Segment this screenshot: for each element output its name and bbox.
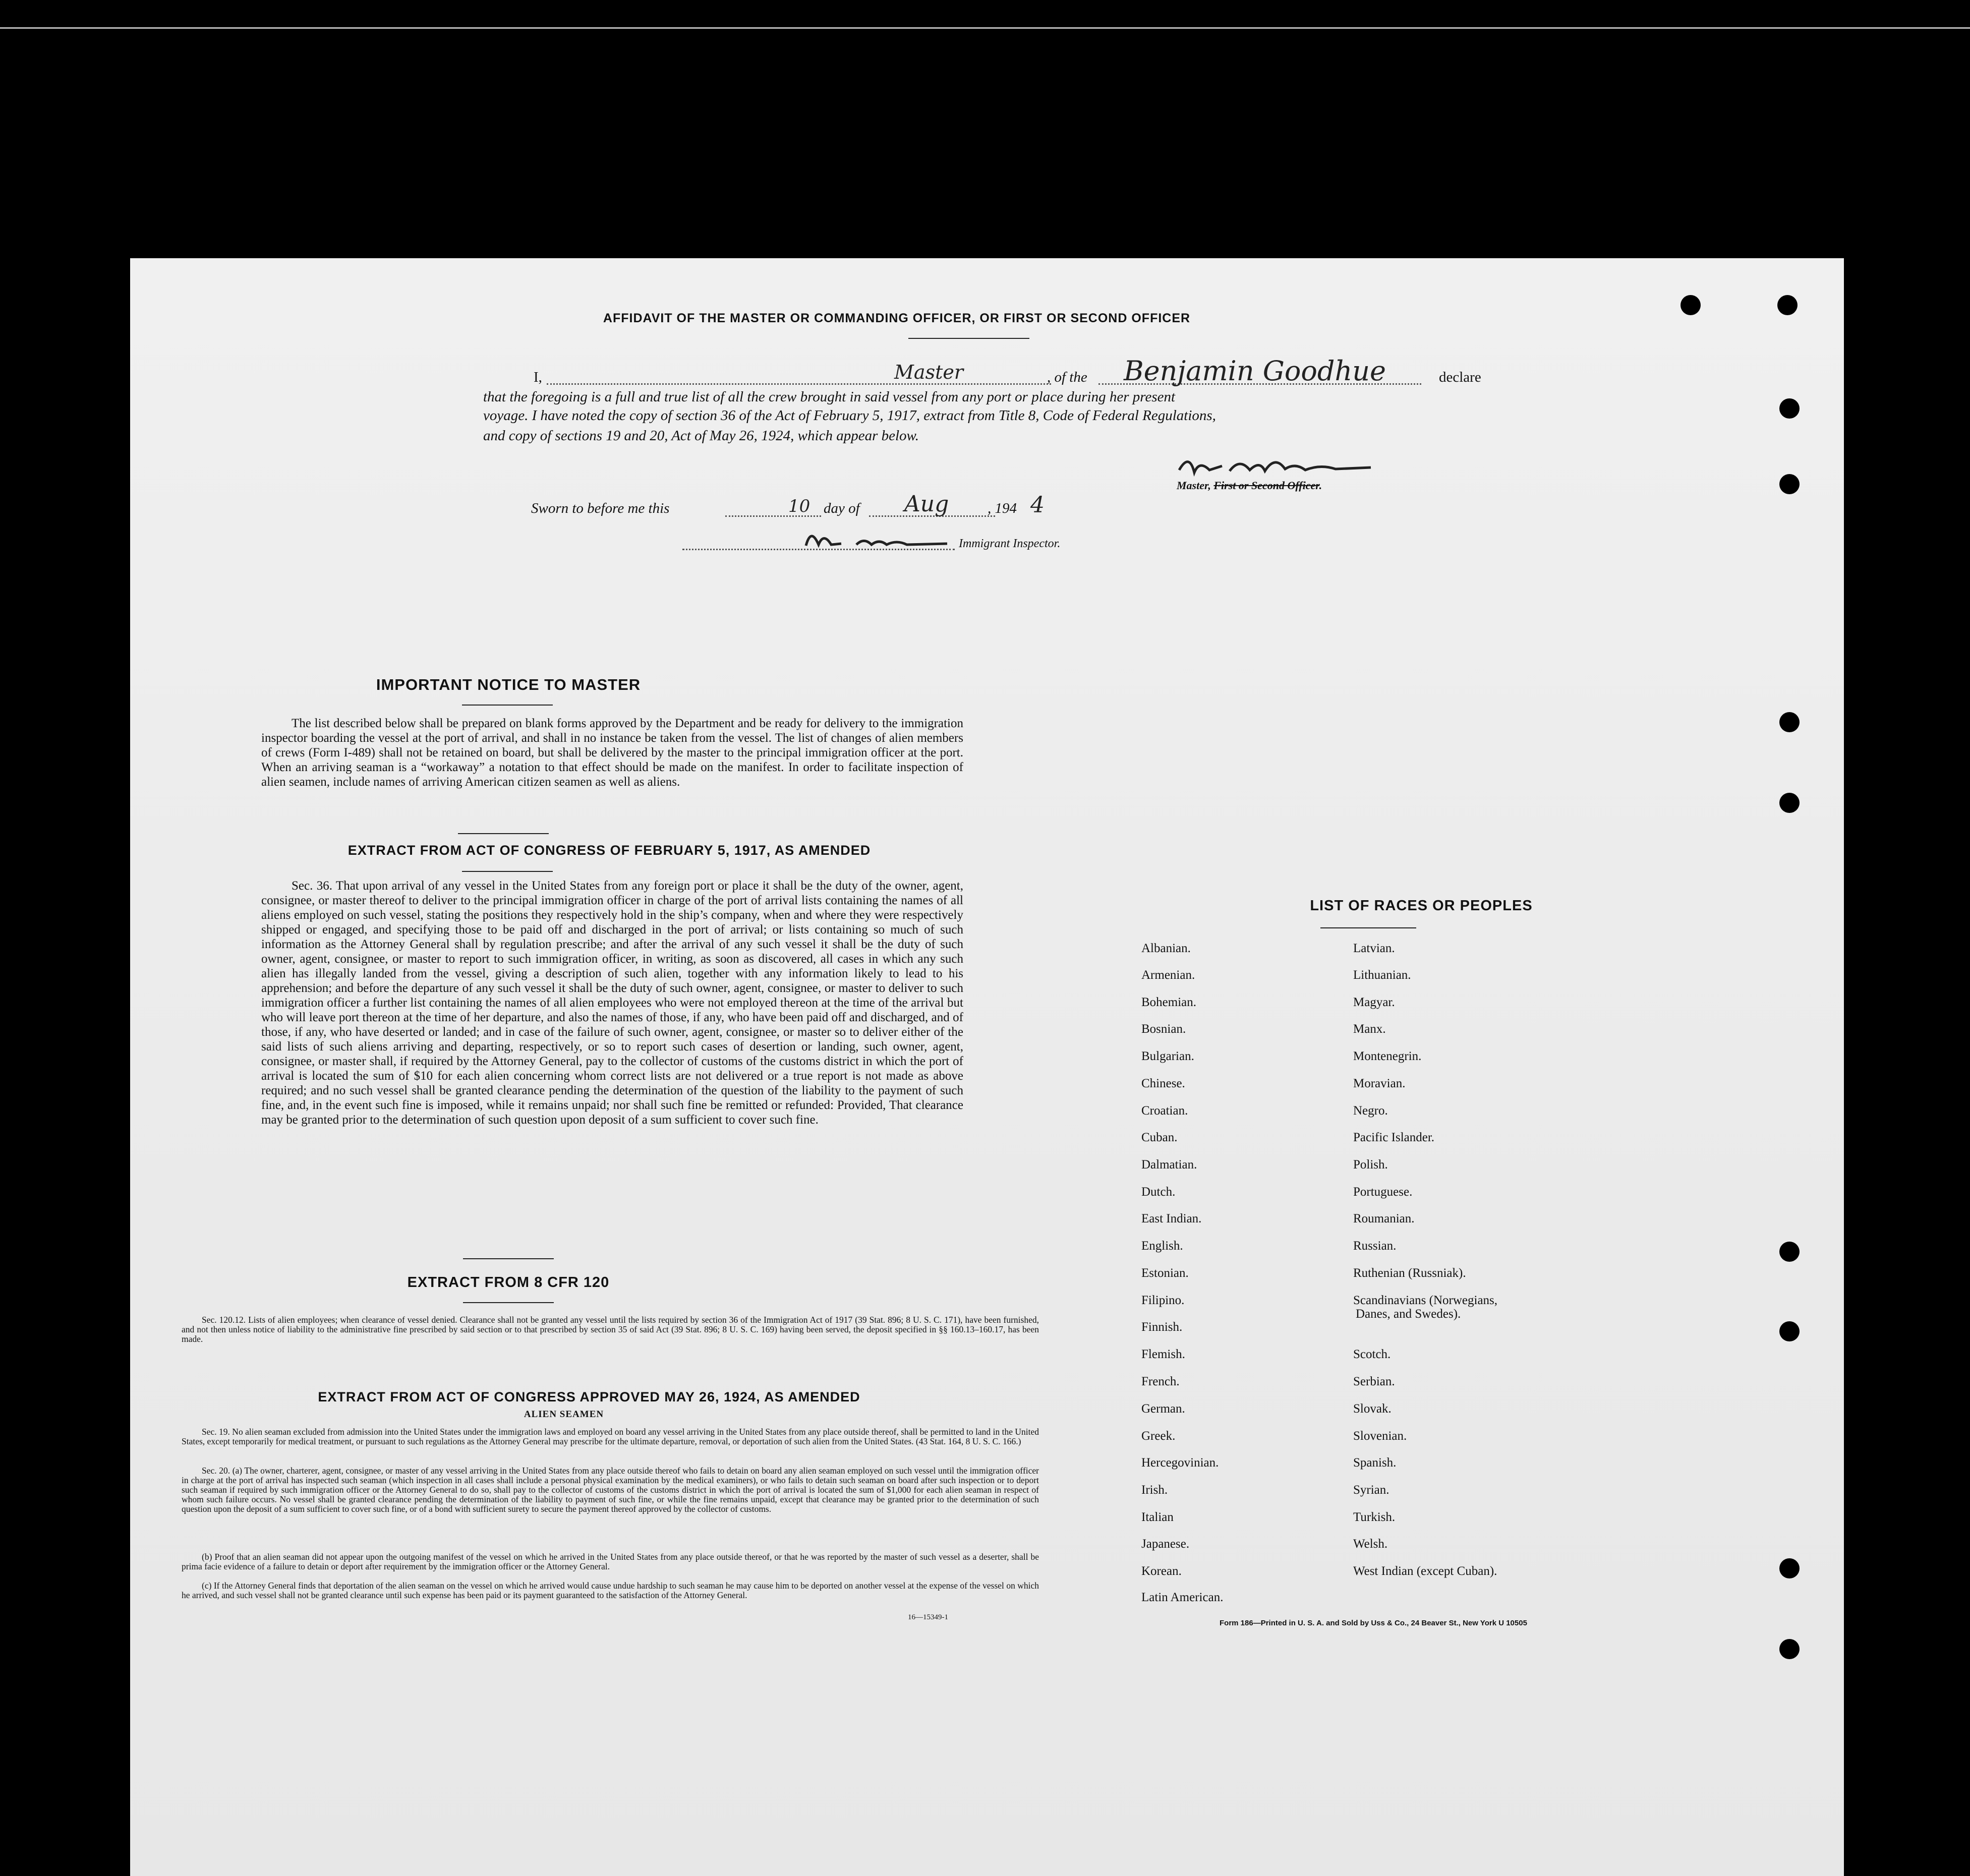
race-item: Armenian. bbox=[1141, 968, 1195, 982]
inspector-signature bbox=[801, 524, 952, 555]
extract-cfr-body: Sec. 120.12. Lists of alien employees; when clearance of vessel denied. Clearance shall not be granted any vessel until the lists required by section 36 of the Immigration Act of 1917 (39 Stat. 896; 8 U. S. C. 171), have been furnished, and not then unless notice of liability to the administrative fine prescribed by said section or to that prescribed by section 35 of said Act (39 Stat. 896; 8 U. S. C. 169) having been served, the deposit specified in §§ 160.13–160.17, has been made. bbox=[182, 1315, 1039, 1344]
races-heading-rule bbox=[1320, 927, 1416, 928]
sworn-line bbox=[531, 491, 1187, 520]
year-prefix: , 194 bbox=[988, 500, 1017, 516]
punch-hole bbox=[1779, 1321, 1800, 1341]
handwritten-day: 10 bbox=[788, 496, 810, 516]
extract-cfr-heading: EXTRACT FROM 8 CFR 120 bbox=[407, 1274, 610, 1291]
punch-hole bbox=[1779, 1558, 1800, 1578]
extract-1924-sec20a: Sec. 20. (a) The owner, charterer, agent, consignee, or master of any vessel arriving in the United States from any place outside thereof who fails to detain on board any alien seaman employed on such vessel until the immigration officer in charge at the port of arrival has inspected such seaman (which inspection in all cases shall include a personal physical examination by the medical examiners), or who fails to detain such seaman on board after such inspection or to deport such seaman if required by such immigration officer or the Attorney General to do so, shall pay to the collector of customs of the customs district in which the port of arrival is located the sum of $1,000 for each alien seaman in respect of whom such failure occurs. No vessel shall be granted clearance pending the determination of the liability to payment of such fine, or while the fine remains unpaid, except that clearance may be granted prior to the determination of such question upon the deposit of a sum sufficient to cover such fine, or of a bond with sufficient surety to secure the payment thereof approved by the collector of customs. bbox=[182, 1465, 1039, 1514]
race-item: English. bbox=[1141, 1239, 1183, 1253]
of-the-label: , of the bbox=[1047, 369, 1087, 385]
race-item: Bosnian. bbox=[1141, 1022, 1186, 1036]
race-item: Turkish. bbox=[1353, 1510, 1396, 1524]
punch-hole bbox=[1779, 398, 1800, 419]
affidavit-line1 bbox=[534, 355, 1557, 387]
race-item: Chinese. bbox=[1141, 1077, 1185, 1090]
handwritten-rank: Master bbox=[894, 361, 963, 383]
i-label: I, bbox=[534, 369, 542, 385]
punch-hole bbox=[1777, 295, 1798, 315]
race-item: Magyar. bbox=[1353, 995, 1395, 1009]
race-item: Roumanian. bbox=[1353, 1212, 1415, 1225]
affidavit-line3: voyage. I have noted the copy of section 36 of the Act of February 5, 1917, extract from Title 8, Code of Federal Regulations, bbox=[483, 407, 1216, 424]
race-item: Estonian. bbox=[1141, 1266, 1189, 1280]
extract-1917-heading: EXTRACT FROM ACT OF CONGRESS OF FEBRUARY 5, 1917, AS AMENDED bbox=[347, 843, 871, 858]
extract-1917-end-rule bbox=[463, 1258, 554, 1259]
master-caption-struck: First or Second Officer bbox=[1213, 479, 1319, 492]
race-item: Scotch. bbox=[1353, 1347, 1391, 1361]
race-item: Filipino. bbox=[1141, 1294, 1185, 1307]
extract-1924-heading: EXTRACT FROM ACT OF CONGRESS APPROVED MAY 26, 1924, AS AMENDED bbox=[318, 1389, 860, 1404]
master-caption: Master, First or Second Officer. bbox=[1177, 479, 1322, 492]
punch-hole bbox=[1779, 474, 1800, 494]
race-item: German. bbox=[1141, 1402, 1185, 1416]
race-item: Scandinavians (Norwegians, bbox=[1353, 1294, 1498, 1307]
race-item: Russian. bbox=[1353, 1239, 1397, 1253]
race-item: Dutch. bbox=[1141, 1185, 1176, 1199]
form-number: 16—15349-1 bbox=[908, 1613, 948, 1621]
race-item: Spanish. bbox=[1353, 1456, 1397, 1470]
extract-1924-subheading: ALIEN SEAMEN bbox=[524, 1409, 604, 1420]
race-item: Portuguese. bbox=[1353, 1185, 1413, 1199]
extract-1924-sec19: Sec. 19. No alien seaman excluded from admission into the United States under the immigration laws and employed on board any vessel arriving in the United States from any place outside thereof, shall be permitted to land in the United States, except temporarily for medical treatment, or pursuant to such regulations as the Attorney General may prescribe for the ultimate departure, removal, or deportation of such alien from the United States. (43 Stat. 164, 8 U. S. C. 166.) bbox=[182, 1427, 1039, 1446]
race-item: Moravian. bbox=[1353, 1077, 1406, 1090]
handwritten-month: Aug bbox=[904, 491, 949, 517]
affidavit-line4: and copy of sections 19 and 20, Act of May 26, 1924, which appear below. bbox=[483, 428, 919, 444]
notice-heading-rule bbox=[462, 705, 553, 706]
punch-hole bbox=[1681, 295, 1701, 315]
race-item: Danes, and Swedes). bbox=[1356, 1307, 1461, 1321]
race-item: Albanian. bbox=[1141, 942, 1191, 955]
race-item: Syrian. bbox=[1353, 1483, 1389, 1497]
master-caption-prefix: Master, bbox=[1177, 479, 1211, 492]
affidavit-heading: AFFIDAVIT OF THE MASTER OR COMMANDING OFFICER, OR FIRST OR SECOND OFFICER bbox=[603, 311, 1191, 325]
race-item: Ruthenian (Russniak). bbox=[1353, 1266, 1466, 1280]
extract-cfr-rule bbox=[463, 1302, 554, 1303]
notice-end-rule bbox=[458, 833, 549, 834]
race-item: Polish. bbox=[1353, 1158, 1388, 1171]
race-item: East Indian. bbox=[1141, 1212, 1202, 1225]
punch-hole bbox=[1779, 1242, 1800, 1262]
race-item: Dalmatian. bbox=[1141, 1158, 1197, 1171]
handwritten-year: 4 bbox=[1030, 492, 1045, 518]
notice-heading: IMPORTANT NOTICE TO MASTER bbox=[376, 676, 641, 693]
master-name-field bbox=[547, 365, 1051, 385]
race-item: Slovak. bbox=[1353, 1402, 1392, 1416]
race-item: West Indian (except Cuban). bbox=[1353, 1564, 1497, 1578]
race-item: Montenegrin. bbox=[1353, 1049, 1422, 1063]
race-item: Finnish. bbox=[1141, 1320, 1183, 1334]
race-item: Welsh. bbox=[1353, 1537, 1388, 1551]
manifest-page bbox=[130, 258, 1844, 1876]
races-heading: LIST OF RACES OR PEOPLES bbox=[1310, 898, 1533, 914]
extract-1917-rule bbox=[462, 871, 553, 872]
race-item: French. bbox=[1141, 1375, 1180, 1388]
race-item: Japanese. bbox=[1141, 1537, 1190, 1551]
punch-hole bbox=[1779, 712, 1800, 732]
punch-hole bbox=[1779, 793, 1800, 813]
sworn-label: Sworn to before me this bbox=[531, 500, 670, 516]
race-item: Negro. bbox=[1353, 1104, 1388, 1118]
extract-1924-sec20c: (c) If the Attorney General finds that deportation of the alien seaman on the vessel on which he arrived would cause undue hardship to such seaman he may cause him to be deported on another vessel at the expense of the vessel on which he arrived, and such vessel shall not be granted clearance until such expense has been paid or its payment guaranteed to the satisfaction of the Attorney General. bbox=[182, 1580, 1039, 1600]
affidavit-line2: that the foregoing is a full and true list of all the crew brought in said vessel from any port or place during her present bbox=[483, 389, 1176, 405]
handwritten-vessel-name: Benjamin Goodhue bbox=[1124, 355, 1386, 387]
inspector-caption: Immigrant Inspector. bbox=[959, 537, 1061, 550]
race-item: Hercegovinian. bbox=[1141, 1456, 1219, 1470]
race-item: Croatian. bbox=[1141, 1104, 1188, 1118]
race-item: Serbian. bbox=[1353, 1375, 1395, 1388]
extract-1917-body: Sec. 36. That upon arrival of any vessel in the United States from any foreign port or place it shall be the duty of the owner, agent, consignee, or master thereof to deliver to the principal immigration officer in charge of the port of arrival lists containing the names of all aliens employed on such vessel, stating the positions they respectively hold in the ship’s company, when and where they were respectively shipped or engaged, and specifying those to be paid off and discharged in the port of arrival; or lists containing so much of such information as the Attorney General shall by regulation prescribe; and after the arrival of any such vessel it shall be the duty of such owner, agent, consignee, or master to report to such immigration officer, in writing, as soon as discovered, all cases in which any such alien has illegally landed from the vessel, giving a description of such alien, together with any information likely to lead to his apprehension; and before the departure of any such vessel it shall be the duty of such owner, agent, consignee, or master to deliver to such immigration officer a further list containing the names of all alien employees who were not employed thereon at the time of the arrival but who will leave port thereon at the time of her departure, and also the names of those, if any, who have been paid off and discharged, and of those, if any, who have deserted or landed; and in case of the failure of such owner, agent, consignee, or master so to deliver either of the said lists of such aliens arriving and departing, respectively, or so to report such cases of desertion or landing, such owner, agent, consignee, or master shall, if required by the Attorney General, pay to the collector of customs of the customs district in which the port of arrival is located the sum of $10 for each alien concerning whom correct lists are not delivered or a true report is not made as above required; and no such vessel shall be granted clearance pending the determination of the question of the liability to the payment of such fine, and, in the event such fine is imposed, while it remains unpaid; nor shall such fine be remitted or refunded: Provided, That clearance may be granted prior to the determination of such question upon deposit of a sum sufficient to cover such fine. bbox=[261, 879, 963, 1127]
race-item: Pacific Islander. bbox=[1353, 1131, 1435, 1144]
race-item: Korean. bbox=[1141, 1564, 1182, 1578]
form-footer: Form 186—Printed in U. S. A. and Sold by Uss & Co., 24 Beaver St., New York U 10505 bbox=[1220, 1619, 1527, 1627]
race-item: Slovenian. bbox=[1353, 1429, 1407, 1443]
scan-top-line bbox=[0, 27, 1970, 29]
race-item: Italian bbox=[1141, 1510, 1174, 1524]
race-item: Greek. bbox=[1141, 1429, 1176, 1443]
race-item: Manx. bbox=[1353, 1022, 1386, 1036]
race-item: Lithuanian. bbox=[1353, 968, 1411, 982]
notice-body: The list described below shall be prepared on blank forms approved by the Department and be ready for delivery to the immigration inspector boarding the vessel at the port of arrival, and shall in no instance be taken from the vessel. The list of changes of alien members of crews (Form I-489) shall not be retained on board, but shall be delivered by the master to the principal immigration officer at the port. When an arriving seaman is a “workaway” a notation to that effect should be made on the manifest. In order to facilitate inspection of alien seamen, include names of arriving American citizen seamen as well as aliens. bbox=[261, 717, 963, 789]
race-item: Irish. bbox=[1141, 1483, 1168, 1497]
race-item: Flemish. bbox=[1141, 1347, 1185, 1361]
punch-hole bbox=[1779, 1639, 1800, 1659]
declare-label: declare bbox=[1439, 369, 1481, 385]
extract-1924-sec20b: (b) Proof that an alien seaman did not appear upon the outgoing manifest of the vessel on which he arrived in the United States from any place outside thereof, or that he was reported by the master of such vessel as a deserter, shall be prima facie evidence of a failure to detain or deport after requirement by the immigration officer or the Attorney General. bbox=[182, 1552, 1039, 1571]
affidavit-heading-rule bbox=[908, 338, 1029, 339]
race-item: Bulgarian. bbox=[1141, 1049, 1194, 1063]
race-item: Latin American. bbox=[1141, 1591, 1224, 1604]
race-item: Latvian. bbox=[1353, 942, 1395, 955]
day-of-label: day of bbox=[824, 500, 860, 516]
race-item: Bohemian. bbox=[1141, 995, 1197, 1009]
race-item: Cuban. bbox=[1141, 1131, 1178, 1144]
